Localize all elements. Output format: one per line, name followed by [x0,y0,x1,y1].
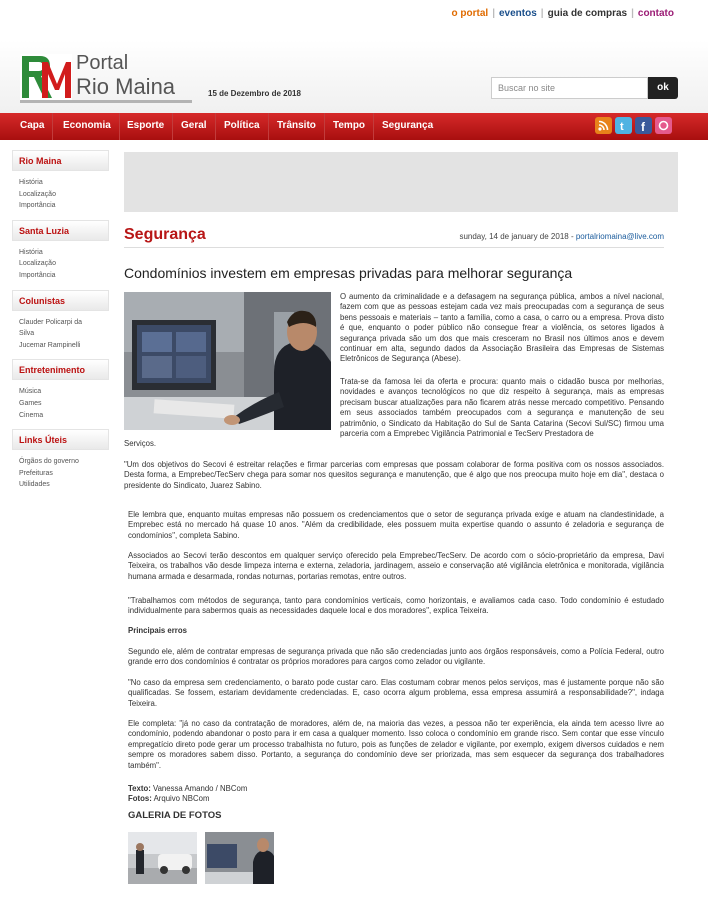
sidebar-link[interactable]: Localização [19,260,56,268]
credit-text-value: Vanessa Amando / NBCom [150,784,248,793]
sidebar-link[interactable]: Jucemar Rampinelli [19,341,81,349]
sidebar [12,150,109,499]
sidebar-link[interactable]: Importância [19,202,56,210]
sidebar-link[interactable]: Clauder Policarpi da [19,318,83,326]
current-date: 15 de Dezembro de 2018 [208,89,301,98]
site-logo[interactable] [20,54,200,104]
sidebar-link[interactable]: Silva [19,330,35,338]
rm-logo-icon [20,54,72,100]
sidebar-link[interactable]: História [19,248,43,256]
article-subheading: Principais erros [128,626,187,635]
logo-line2: Rio Maina [76,74,176,99]
sidebar-link[interactable]: História [19,179,43,186]
section-divider [124,247,664,248]
credit-photo-label: Fotos: [128,794,152,803]
article-meta [459,232,664,241]
article-date: sunday, 14 de january de 2018 - [459,232,576,241]
article-paragraph: "Trabalhamos com métodos de segurança, tanto para condomínios verticais, como horizontais, e avaliamos cada caso. Todo condomínio é estudado individualmente para sabermos quais as necessidades daquele local e dos moradores", explica Teixeira. [128,596,664,616]
logo-underline [20,100,192,103]
article-paragraph: Segundo ele, além de contratar empresas de segurança privada que não são credenciadas junto aos órgãos responsáveis, como a Polícia Federal, outro grande erro dos condomínios é contratar os próprios moradores para cargos como zelador ou vigilante. [128,647,664,667]
nav-seguranca[interactable]: Segurança [382,120,434,131]
credit-photo [128,794,428,804]
top-band [0,0,708,40]
sidebar-heading-rio-maina[interactable]: Rio Maina [12,150,109,171]
twitter-icon[interactable] [615,117,632,134]
rss-icon[interactable] [595,117,612,134]
top-link-guia[interactable]: guia de compras [547,8,628,19]
credit-text [128,784,428,794]
sidebar-link[interactable]: Órgãos do governo [19,458,79,466]
svg-text:t: t [620,121,624,133]
nav-politica[interactable]: Política [216,113,269,140]
article-paragraph: O aumento da criminalidade e a defasagem na segurança pública, ambos a nível nacional, fazem com que as pessoas estejam cada vez mais preocupadas com a segurança de seus bens pessoais e materiais – tanto a família, como a casa, o carro ou a empresa. Prova disto é que, enquanto o poder público não consegue frear a violência, os setores ligados à segurança privada são um dos que mais cresceram no Brasil nos últimos anos e devem continuar em alta, segundo dados da Associação Brasileira das Empresas de Sistemas Eletrônicos de Segurança (Abese). [340,292,664,364]
top-link-separator: | [492,8,495,19]
main-nav [0,113,708,140]
search-button[interactable]: ok [648,77,678,99]
sidebar-heading-santa-luzia[interactable]: Santa Luzia [12,220,109,241]
sidebar-heading-colunistas[interactable]: Colunistas [12,290,109,311]
top-link-separator: | [631,8,634,19]
top-link-portal[interactable]: o portal [451,8,489,19]
gallery-thumbnail[interactable] [128,832,197,884]
top-links [448,8,678,19]
sidebar-heading-entretenimento[interactable]: Entretenimento [12,359,109,380]
article-paragraph: Ele lembra que, enquanto muitas empresas não possuem os credenciamentos que o setor de segurança privada exige e atuam na clandestinidade, a Emprebec está no mercado há quase 10 anos. "Além da credibilidade, eles possuem muita expertise quando o assunto é zeladoria e segurança de condomínios", completa Sabino. [128,510,664,540]
nav-capa[interactable]: Capa [12,113,53,140]
sidebar-heading-links-uteis[interactable]: Links Úteis [12,429,109,450]
ad-banner[interactable] [124,152,678,212]
section-title: Segurança [124,226,206,243]
sidebar-link[interactable]: Importância [19,271,56,279]
article-main-photo[interactable] [124,292,331,430]
top-link-contato[interactable]: contato [637,8,674,19]
search-input[interactable]: Buscar no site [491,77,648,99]
gallery-title: GALERIA DE FOTOS [128,810,222,821]
nav-esporte[interactable]: Esporte [119,113,173,140]
sidebar-link[interactable]: Games [19,399,42,407]
sidebar-link[interactable]: Música [19,388,42,396]
gallery-thumbnail[interactable] [205,832,274,884]
sidebar-link[interactable]: Prefeituras [19,469,53,477]
sidebar-link[interactable]: Localização [19,190,56,198]
article-paragraph: "Um dos objetivos do Secovi é estreitar relações e firmar parcerias com empresas que possam colaborar de forma positiva com os nossos associados. Desta forma, a Emprebec/TecServ chega para somar nos quesitos segurança e manutenção, que é algo que nos preocupa muito hoje em dia", destaca o presidente do Sindicato, Juarez Sabino. [124,460,664,490]
nav-tempo[interactable]: Tempo [325,113,374,140]
article-paragraph: "No caso da empresa sem credenciamento, o barato pode custar caro. Elas costumam cobrar menos pelos serviços, mas é justamente porque não são qualificadas. Se fossem, estariam devidamente credenciadas. E, caso ocorra algum problema, essa empresa assumirá a responsabilidade?", indaga Teixeira. [128,678,664,708]
flickr-icon[interactable] [655,117,672,134]
article-paragraph: Ele completa: "já no caso da contratação de moradores, além de, na maioria das vezes, a pessoa não ter experiência, ela ainda tem acesso livre ao condomínio, podendo abandonar o posto para ir em casa a qualquer momento. Isso coloca o condomínio em grande risco. Sem contar que esse vínculo empregatício direto pode gerar um processo trabalhista no futuro, pois as funções de zelador e vigilante, por exemplo, exigem diversos cuidados e nem sempre os moradores sabem disso. Portanto, a segurança do condomínio deve ser priorizada, mas sem esquecer da segurança dos trabalhadores também". [128,719,664,770]
logo-line1: Portal [76,52,129,74]
credit-photo-value: Arquivo NBCom [151,794,210,803]
top-link-eventos[interactable]: eventos [499,8,537,19]
article-paragraph: Associados ao Secovi terão descontos em qualquer serviço oferecido pela Emprebec/TecServ. De acordo com o sócio-proprietário da empresa, Davi Teixeira, os trabalhos vão desde limpeza interna e externa, zeladoria, jardinagem, asseio e conservação até vigilância eletrônica e monitorada, vigilância humana armada e desarmada, rondas noturnas, portarias remotas, entre outros. [128,551,664,581]
nav-economia[interactable]: Economia [55,113,120,140]
nav-transito[interactable]: Trânsito [269,113,325,140]
author-email-link[interactable]: portalriomaina@live.com [575,232,664,241]
article-paragraph: Serviços. [124,439,157,448]
facebook-icon[interactable] [635,117,652,134]
top-link-separator: | [540,8,544,19]
credit-text-label: Texto: [128,784,151,793]
nav-geral[interactable]: Geral [173,113,216,140]
sidebar-link[interactable]: Cinema [19,411,44,419]
article-title: Condomínios investem em empresas privadas para melhorar segurança [124,265,573,281]
svg-text:f: f [641,120,645,134]
article-paragraph: Trata-se da famosa lei da oferta e procura: quanto mais o cidadão busca por melhorias, novidades e avanços tecnológicos no que diz respeito à segurança, mais as empresas precisam buscar atualizações para não ficarem atrás nesse mercado competitivo. Pensando em seus associados também preocupados com a segurança e manutenção de seu patrimônio, o Sindicato da Habitação do Sul de Santa Catarina (Secovi Sul/SC) firmou uma parceria com a Emprebec Vigilância Patrimonial e TecServ Prestadora de [340,377,664,439]
sidebar-link[interactable]: Utilidades [19,481,50,489]
